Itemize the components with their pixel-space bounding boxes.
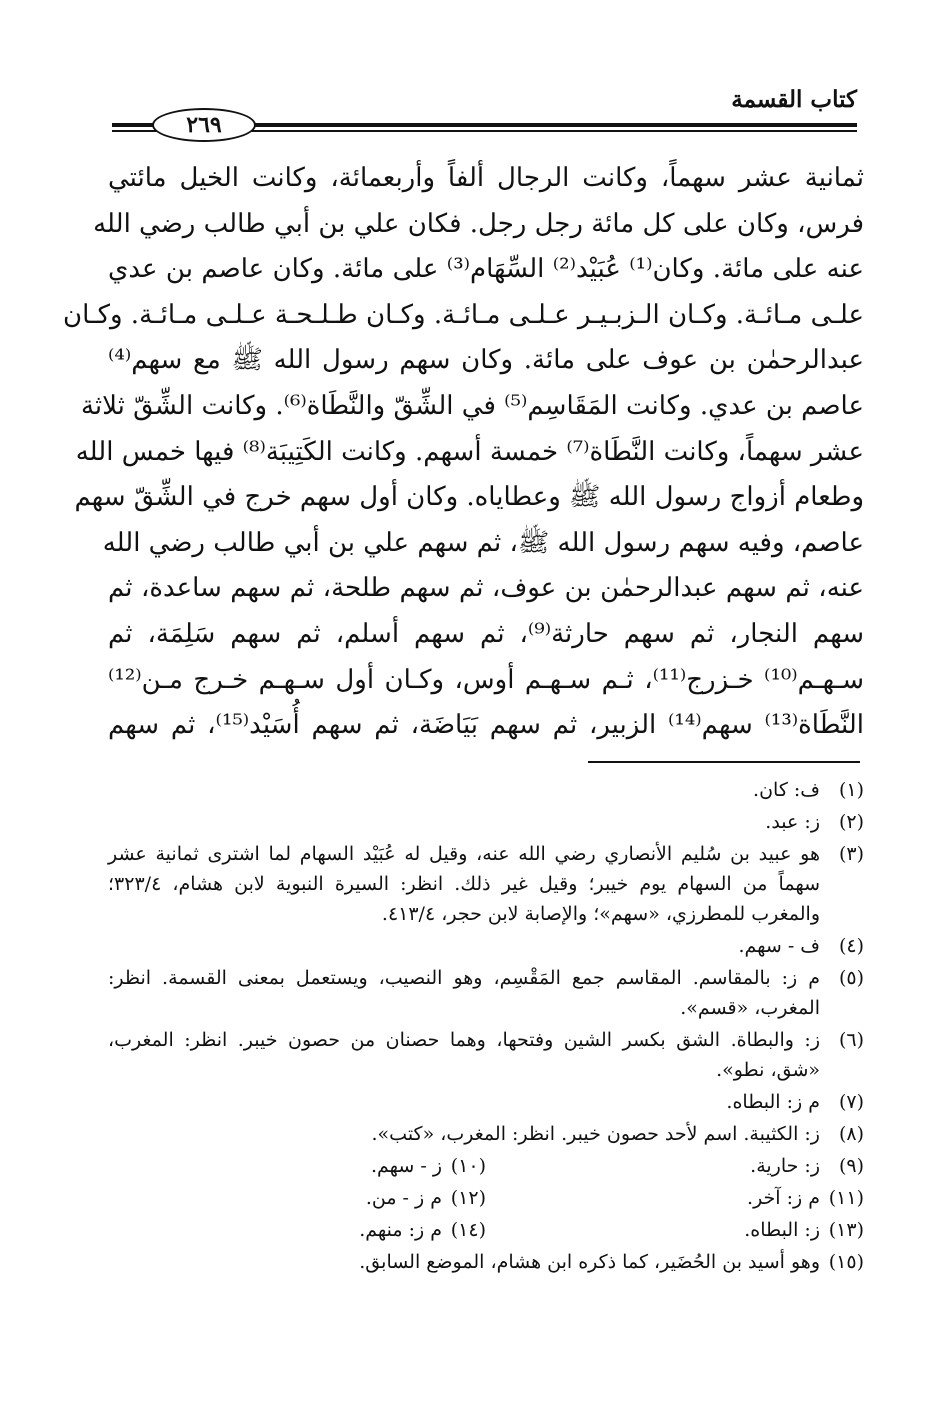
footnote-text: ز - سهم. (370, 1155, 442, 1177)
main-text (62, 156, 865, 749)
footnote-number: (٦) (838, 1029, 864, 1051)
footnote-text: ز: البطاه. (744, 1219, 820, 1241)
text-line: سـهـم⁽¹⁰⁾ خـزرج⁽¹¹⁾، ثـم سـهـم أوس، وكـان أول سـهـم خـرج مـن⁽¹²⁾ (108, 664, 864, 695)
footnote (108, 1087, 864, 1117)
footnote-text: م ز: منهم. (359, 1219, 442, 1241)
footnote (108, 931, 864, 961)
text-line: عنه، ثم سهم عبدالرحمٰن بن عوف، ثم سهم طلحة، ثم سهم ساعدة، ثم (108, 573, 864, 604)
footnote-text: ز: حارية. (750, 1155, 820, 1177)
footnote-text: ف: كان. (753, 779, 820, 801)
footnote-number: (٩) (838, 1155, 864, 1177)
footnote-pair (108, 1183, 864, 1213)
text-line: علـى مـائـة. وكـان الـزبـيـر عـلـى مـائـة. وكـان طـلـحـة عـلـى مـائـة. وكـان (62, 299, 864, 330)
footnote-separator (588, 761, 860, 763)
footnote (486, 1151, 864, 1181)
footnote-number: (٤) (838, 935, 864, 957)
footnote (108, 1151, 486, 1181)
footnote-number: (١) (838, 779, 864, 801)
text-line: وطعام أزواج رسول الله ﷺ وعطاياه. وكان أول سهم خرج في الشِّقّ سهم (74, 482, 864, 513)
footnote-number: (١١) (828, 1187, 864, 1209)
footnote-text: ز: والبطاة. الشق بكسر الشين وفتحها، وهما حصنان من حصون خيبر. انظر: المغرب، «شق، نطو». (108, 1029, 820, 1081)
footnote-text: وهو أسيد بن الحُضَير، كما ذكره ابن هشام، الموضع السابق. (359, 1251, 820, 1273)
footnote (108, 807, 864, 837)
footnote-text: م ز: بالمقاسم. المقاسم جمع المَقْسِم، وهو النصيب، ويستعمل بمعنى القسمة. انظر: المغرب، «قسم». (108, 967, 820, 1019)
book-title: كتاب القسمة (731, 86, 857, 113)
footnote-text: ز: عبد. (765, 811, 820, 833)
footnotes (108, 775, 864, 1279)
text-line: عاصم بن عدي. وكانت المَقَاسِم⁽⁵⁾ في الشِّقّ والنَّطَاة⁽⁶⁾. وكانت الشِّقّ ثلاثة (80, 390, 864, 421)
footnote-text: هو عبيد بن سُليم الأنصاري رضي الله عنه، وقيل له عُبَيْد السهام لما اشترى ثمانية عشر سهماً من السهام يوم خيبر؛ وقيل غير ذلك. انظر: السيرة النبوية لابن هشام، ٣٢٣/٤؛ والمغرب للمطرزي، «سهم»؛ والإصابة لابن حجر، ٤١٣/٤. (108, 843, 820, 925)
footnote-number: (٢) (838, 811, 864, 833)
footnote-text: م ز: آخر. (747, 1187, 820, 1209)
text-line: سهم النجار، ثم سهم حارثة⁽⁹⁾، ثم سهم أسلم، ثم سهم سَلِمَة، ثم (108, 618, 864, 649)
footnote (108, 1183, 486, 1213)
text-line: النَّطَاة⁽¹³⁾ سهم⁽¹⁴⁾ الزبير، ثم سهم بَيَاضَة، ثم سهم أُسَيْد⁽¹⁵⁾، ثم سهم (108, 710, 865, 741)
footnote-number: (٨) (838, 1123, 864, 1145)
footnote-number: (١٣) (828, 1219, 864, 1241)
footnote-number: (١٤) (450, 1219, 486, 1241)
text-line: عبدالرحمٰن بن عوف على مائة. وكان سهم رسول الله ﷺ مع سهم⁽⁴⁾ (108, 345, 864, 376)
footnote-number: (١٠) (450, 1155, 486, 1177)
text-line: عشر سهماً، وكانت النَّطَاة⁽⁷⁾ خمسة أسهم. وكانت الكَتِيبَة⁽⁸⁾ فيها خمس الله (75, 436, 864, 467)
footnote (108, 1247, 864, 1277)
footnote (108, 839, 864, 929)
footnote-text: ز: الكثيبة. اسم لأحد حصون خيبر. انظر: المغرب، «كتب». (371, 1123, 820, 1145)
footnote (486, 1183, 864, 1213)
footnote-text: م ز - من. (365, 1187, 442, 1209)
footnote-text: م ز: البطاه. (726, 1091, 820, 1113)
text-line: فرس، وكان على كل مائة رجل رجل. فكان علي بن أبي طالب رضي الله (93, 208, 864, 239)
footnote-number: (٥) (838, 967, 864, 989)
footnote (108, 1025, 864, 1085)
footnote (108, 963, 864, 1023)
footnote (108, 1215, 486, 1245)
footnote (108, 775, 864, 805)
footnote (486, 1215, 864, 1245)
footnote-number: (٧) (838, 1091, 864, 1113)
footnote-text: ف - سهم. (738, 935, 820, 957)
footnote-number: (١٥) (828, 1251, 864, 1273)
footnote-pair (108, 1215, 864, 1245)
text-line: عاصم، وفيه سهم رسول الله ﷺ، ثم سهم علي بن أبي طالب رضي الله (102, 527, 864, 558)
text-line: ثمانية عشر سهماً، وكانت الرجال ألفاً وأربعمائة، وكانت الخيل مائتي (108, 163, 864, 193)
page-number: ٢٦٩ (152, 108, 256, 142)
text-line: عنه على مائة. وكان⁽¹⁾ عُبَيْد⁽²⁾ السِّهَام⁽³⁾ على مائة. وكان عاصم بن عدي (108, 254, 864, 285)
footnote-number: (٣) (838, 843, 864, 865)
footnote-pair (108, 1151, 864, 1181)
page-header (112, 86, 857, 136)
footnote-number: (١٢) (450, 1187, 486, 1209)
footnote (108, 1119, 864, 1149)
